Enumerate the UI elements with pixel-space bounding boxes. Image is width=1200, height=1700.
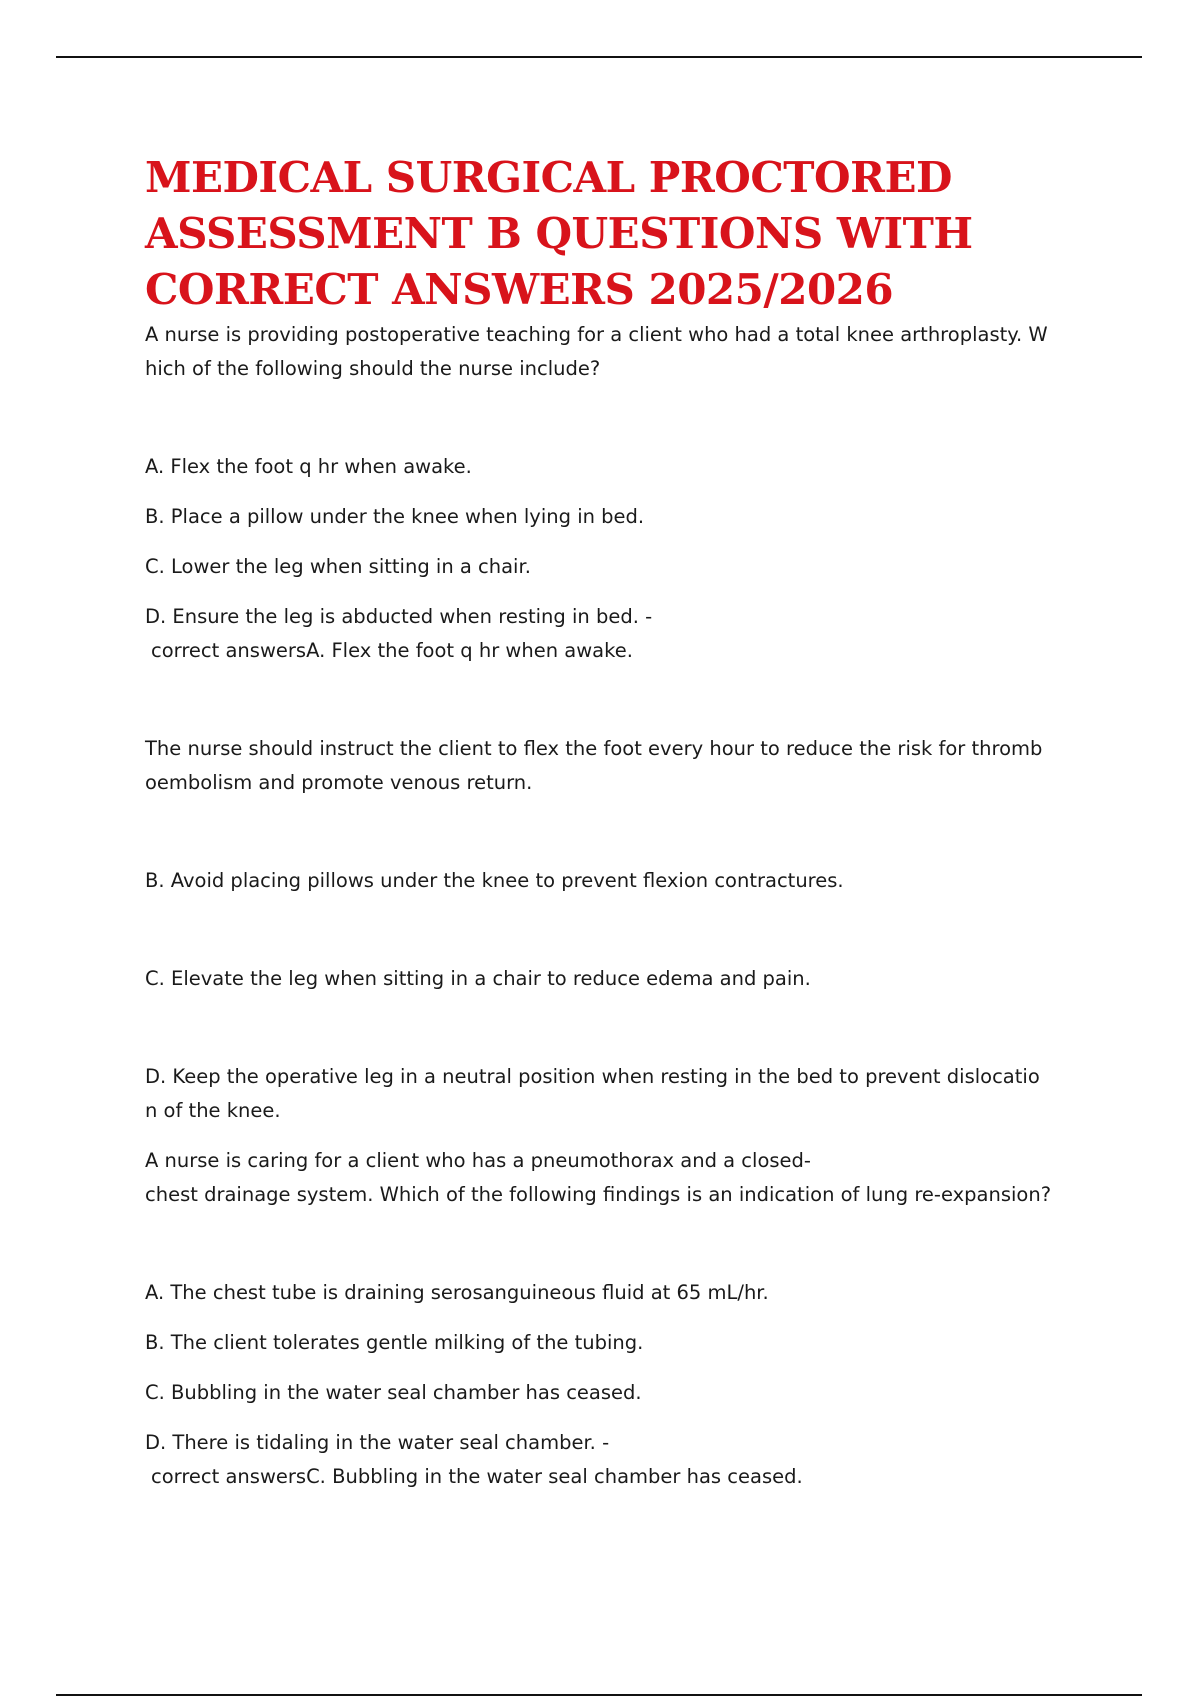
question-1-option-d: D. Ensure the leg is abducted when resting in bed. - [145, 605, 653, 628]
question-1 [145, 318, 1065, 1128]
question-1-option-a: A. Flex the foot q hr when awake. [145, 455, 472, 478]
question-1-option-b: B. Place a pillow under the knee when lying in bed. [145, 505, 645, 528]
question-1-rationale-c: C. Elevate the leg when sitting in a chair to reduce edema and pain. [145, 967, 811, 990]
bottom-rule [56, 1694, 1142, 1696]
question-2-option-d: D. There is tidaling in the water seal chamber. - [145, 1431, 610, 1454]
question-2-option-b: B. The client tolerates gentle milking of the tubing. [145, 1331, 644, 1354]
top-rule [56, 56, 1142, 58]
question-2 [145, 1144, 1065, 1494]
question-2-option-c: C. Bubbling in the water seal chamber has ceased. [145, 1381, 642, 1404]
document-title [145, 150, 1065, 318]
question-1-rationale-a: The nurse should instruct the client to flex the foot every hour to reduce the risk for thromb oembolism and promote venous return. [145, 737, 1043, 794]
document-body [145, 150, 1065, 1494]
title-line: MEDICAL SURGICAL PROCTORED [145, 153, 952, 202]
question-1-stem: A nurse is providing postoperative teaching for a client who had a total knee arthroplasty. W hich of the following should the nurse include? [145, 323, 1048, 380]
question-1-rationale-d: D. Keep the operative leg in a neutral position when resting in the bed to prevent dislocatio n of the knee. [145, 1065, 1040, 1122]
title-line: CORRECT ANSWERS 2025/2026 [145, 265, 894, 314]
question-1-option-c: C. Lower the leg when sitting in a chair. [145, 555, 531, 578]
question-1-answer: correct answersA. Flex the foot q hr when awake. [151, 639, 633, 662]
question-2-answer: correct answersC. Bubbling in the water seal chamber has ceased. [151, 1465, 803, 1488]
title-line: ASSESSMENT B QUESTIONS WITH [145, 209, 973, 258]
question-2-option-a: A. The chest tube is draining serosanguineous fluid at 65 mL/hr. [145, 1281, 769, 1304]
question-2-stem: A nurse is caring for a client who has a pneumothorax and a closed- chest drainage system. Which of the following findings is an indication of lung re-expansion? [145, 1149, 1052, 1206]
question-1-rationale-b: B. Avoid placing pillows under the knee to prevent flexion contractures. [145, 869, 844, 892]
